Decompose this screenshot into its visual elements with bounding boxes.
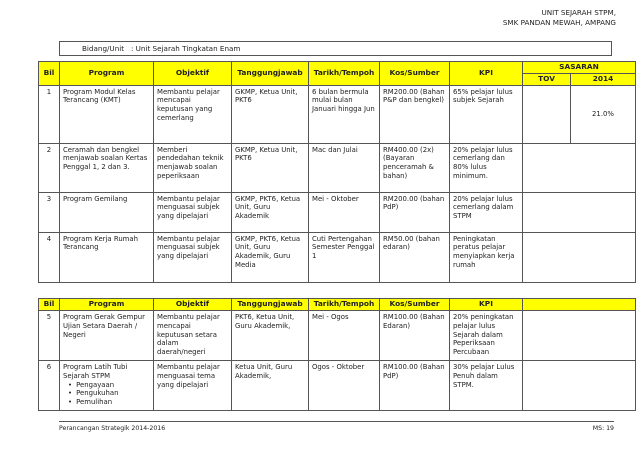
col-tanggungjawab: Tanggungjawab: [232, 62, 309, 86]
col-tanggungjawab: Tanggungjawab: [232, 299, 309, 311]
footer-title: Perancangan Strategik 2014-2016: [59, 425, 166, 432]
cell-kos: RM100.00 (Bahan Edaran): [380, 311, 450, 361]
table-header-row: [39, 299, 636, 311]
document-header: [503, 8, 616, 28]
unit-bar: [59, 41, 612, 56]
cell-tarikh: Cuti Pertengahan Semester Penggal 1: [309, 232, 380, 282]
cell-program: Program Gemilang: [60, 192, 154, 232]
cell-bil: 5: [39, 311, 60, 361]
col-program: Program: [60, 299, 154, 311]
col-bil: Bil: [39, 299, 60, 311]
cell-bil: 4: [39, 232, 60, 282]
program-sublist: [63, 381, 150, 407]
header-line-1: UNIT SEJARAH STPM,: [541, 8, 616, 17]
col-objektif: Objektif: [154, 299, 232, 311]
cell-sasaran-empty: [523, 192, 636, 232]
cell-tarikh: Ogos - Oktober: [309, 361, 380, 411]
cell-kos: RM200.00 (Bahan P&P dan bengkel): [380, 85, 450, 143]
cell-kpi: 30% pelajar Lulus Penuh dalam STPM.: [450, 361, 523, 411]
program-subitem: • Pengukuhan: [63, 389, 150, 398]
col-tarikh: Tarikh/Tempoh: [309, 62, 380, 86]
table-row: [39, 311, 636, 361]
col-program: Program: [60, 62, 154, 86]
cell-kpi: 20% pelajar lulus cemerlang dan 80% lulus minimum.: [450, 143, 523, 192]
cell-tanggungjawab: GKMP, Ketua Unit, PKT6: [232, 85, 309, 143]
col-tov: TOV: [523, 73, 571, 85]
col-kos: Kos/Sumber: [380, 299, 450, 311]
cell-tanggungjawab: PKT6, Ketua Unit, Guru Akademik,: [232, 311, 309, 361]
col-bil: Bil: [39, 62, 60, 86]
document-footer: [59, 421, 614, 432]
col-objektif: Objektif: [154, 62, 232, 86]
cell-program: Program Modul Kelas Terancang (KMT): [60, 85, 154, 143]
cell-program: [60, 361, 154, 411]
cell-blank: [523, 361, 636, 411]
unit-value: : Unit Sejarah Tingkatan Enam: [130, 44, 241, 53]
cell-bil: 3: [39, 192, 60, 232]
cell-program: Program Gerak Gempur Ujian Setara Daerah / Negeri: [60, 311, 154, 361]
col-2014: 2014: [571, 73, 636, 85]
cell-blank: [523, 311, 636, 361]
cell-kpi: 20% peningkatan pelajar lulus Sejarah dalam Peperiksaan Percubaan: [450, 311, 523, 361]
page-number: MS: 19: [592, 425, 614, 432]
cell-kpi: 65% pelajar lulus subjek Sejarah: [450, 85, 523, 143]
cell-tarikh: 6 bulan bermula mulai bulan Januari hingga Jun: [309, 85, 380, 143]
cell-sasaran-empty: [523, 143, 636, 192]
table-row: [39, 192, 636, 232]
col-sasaran: SASARAN: [523, 62, 636, 74]
cell-program: Program Kerja Rumah Terancang: [60, 232, 154, 282]
cell-kos: RM200.00 (bahan PdP): [380, 192, 450, 232]
col-blank: [523, 299, 636, 311]
cell-tov: [523, 85, 571, 143]
cell-objektif: Membantu pelajar menguasai tema yang dipelajari: [154, 361, 232, 411]
table-row: [39, 232, 636, 282]
cell-bil: 6: [39, 361, 60, 411]
cell-bil: 1: [39, 85, 60, 143]
cell-objektif: Membantu pelajar menguasai subjek yang dipelajari: [154, 232, 232, 282]
cell-tanggungjawab: Ketua Unit, Guru Akademik,: [232, 361, 309, 411]
cell-tanggungjawab: GKMP, Ketua Unit, PKT6: [232, 143, 309, 192]
cell-tanggungjawab: GKMP, PKT6, Ketua Unit, Guru Akademik: [232, 192, 309, 232]
col-tarikh: Tarikh/Tempoh: [309, 299, 380, 311]
cell-objektif: Membantu pelajar mencapai keputusan yang cemerlang: [154, 85, 232, 143]
program-subitem: • Pengayaan: [63, 381, 150, 390]
cell-tarikh: Mac dan Julai: [309, 143, 380, 192]
table-row: [39, 143, 636, 192]
cell-tarikh: Mei - Oktober: [309, 192, 380, 232]
table-row: [39, 361, 636, 411]
unit-label: Bidang/Unit: [82, 44, 125, 53]
cell-kos: RM50.00 (bahan edaran): [380, 232, 450, 282]
cell-objektif: Membantu pelajar menguasai subjek yang dipelajari: [154, 192, 232, 232]
program-table-1: [38, 61, 636, 283]
col-kpi: KPI: [450, 299, 523, 311]
header-line-2: SMK PANDAN MEWAH, AMPANG: [502, 18, 616, 27]
cell-sasaran-empty: [523, 232, 636, 282]
cell-objektif: Membantu pelajar mencapai keputusan setara dalam daerah/negeri: [154, 311, 232, 361]
table-header-row: [39, 62, 636, 74]
col-kpi: KPI: [450, 62, 523, 86]
program-subitem: • Pemulihan: [63, 398, 150, 407]
cell-bil: 2: [39, 143, 60, 192]
cell-objektif: Memberi pendedahan teknik menjawab soalan peperiksaan: [154, 143, 232, 192]
program-title: Program Latih Tubi Sejarah STPM: [63, 363, 128, 380]
cell-tanggungjawab: GKMP, PKT6, Ketua Unit, Guru Akademik, Guru Media: [232, 232, 309, 282]
cell-kpi: Peningkatan peratus pelajar menyiapkan kerja rumah: [450, 232, 523, 282]
cell-kos: RM100.00 (Bahan PdP): [380, 361, 450, 411]
col-kos: Kos/Sumber: [380, 62, 450, 86]
cell-kpi: 20% pelajar lulus cemerlang dalam STPM: [450, 192, 523, 232]
program-table-2: [38, 298, 636, 411]
cell-kos: RM400.00 (2x) (Bayaran penceramah & bahan): [380, 143, 450, 192]
cell-program: Ceramah dan bengkel menjawab soalan Kertas Penggal 1, 2 dan 3.: [60, 143, 154, 192]
cell-tarikh: Mei - Ogos: [309, 311, 380, 361]
table-row: [39, 85, 636, 143]
cell-2014: 21.0%: [571, 85, 636, 143]
